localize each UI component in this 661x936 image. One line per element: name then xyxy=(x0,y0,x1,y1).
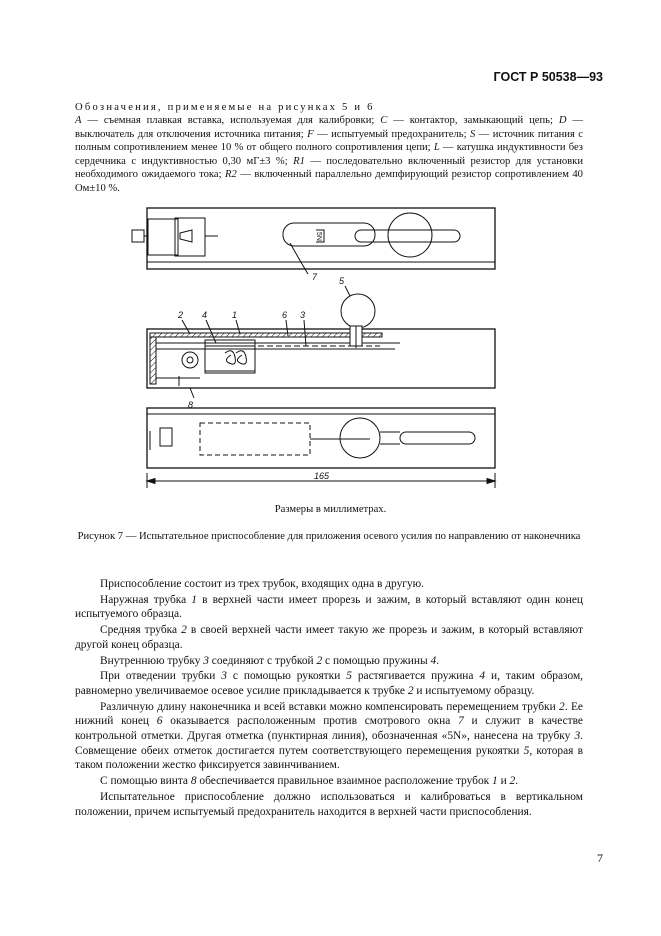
label-6: 6 xyxy=(282,310,288,320)
text-run: Различную длину наконечника и всей вставки можно компенсировать перемещением трубки xyxy=(100,700,560,713)
part-reference: 3 xyxy=(574,730,581,743)
text-run: . Совмещение обеих отметок достигается путем соответствующего перемещения рукоятки xyxy=(75,730,583,757)
label-5: 5 xyxy=(339,276,345,286)
part-reference: 6 xyxy=(156,715,163,728)
text-run: и испытуемому образцу. xyxy=(413,684,535,697)
text-run: и xyxy=(497,775,510,788)
paragraph xyxy=(75,700,583,774)
paragraph xyxy=(75,623,583,652)
dimension-165: 165 xyxy=(314,471,330,481)
part-reference: 1 xyxy=(191,593,197,606)
paragraph xyxy=(75,654,583,669)
text-run: Внутреннюю трубку xyxy=(100,654,204,667)
text-run: в верхней части имеет прорезь и зажим, в который вставляют один конец испытуемого образца. xyxy=(75,593,583,621)
legend-description: — контактор, замыкающий цепь; xyxy=(387,115,559,126)
figure-caption: Рисунок 7 — Испытательное приспособление для приложения осевого усилия по направлению от наконечника xyxy=(77,531,581,542)
part-reference: 5 xyxy=(346,670,352,683)
paragraph xyxy=(75,577,583,592)
legend-description: — последовательно включенный резистор для установки необходимого ожидаемого тока; xyxy=(75,155,583,181)
legend-description: — съемная плавкая вставка, используемая для калибровки; xyxy=(81,115,381,126)
text-run: и служит в качестве контрольной отметки. Другая отметка (пунктирная линия), обозначенная «5N», нанесена на трубку xyxy=(75,715,583,743)
paragraph xyxy=(75,774,583,789)
legend-symbol: S xyxy=(469,128,476,140)
text-run: с помощью пружины xyxy=(322,654,431,667)
text-run: оказывается расположенным против смотрового окна xyxy=(162,715,459,728)
text-run: . Ее нижний конец xyxy=(75,700,583,728)
legend-description: — источник питания с полным сопротивлением менее 10 % от общего полного сопротивления цепи; xyxy=(75,128,583,154)
text-run: С помощью винта xyxy=(100,775,191,788)
part-reference: 1 xyxy=(492,775,498,788)
paragraph xyxy=(75,593,583,622)
part-reference: 2 xyxy=(407,684,414,697)
legend-title xyxy=(75,101,583,115)
part-reference: 2 xyxy=(181,624,187,637)
text-run: . xyxy=(515,775,519,788)
middle-view xyxy=(147,286,495,398)
body-text xyxy=(75,577,583,820)
label-2: 2 xyxy=(178,310,184,320)
label-8: 8 xyxy=(188,400,194,410)
label-3: 3 xyxy=(300,310,306,320)
text-run: Приспособление состоит из трех трубок, входящих одна в другую. xyxy=(100,578,425,590)
legend-symbol: R2 xyxy=(225,169,237,181)
legend-symbol: D xyxy=(558,115,567,126)
label-7: 7 xyxy=(312,272,318,282)
document-header: ГОСТ Р 50538—93 xyxy=(493,70,603,84)
mark-5n: 5N xyxy=(315,232,322,241)
text-run: с помощью рукоятки xyxy=(227,670,347,683)
text-run: , которая в таком положении жестко фиксируется завинчиванием. xyxy=(75,744,583,772)
part-reference: 4 xyxy=(479,670,486,683)
text-run: обеспечивается правильное взаимное расположение трубок xyxy=(196,775,493,788)
dimensions-note: Размеры в миллиметрах. xyxy=(274,504,387,515)
page-number: 7 xyxy=(597,851,603,865)
top-view xyxy=(132,208,495,274)
legend-symbol: F xyxy=(307,128,314,140)
legend-description: — включенный параллельно демпфирующий резистор сопротивлением 40 Ом±10 %. xyxy=(75,169,583,194)
label-4: 4 xyxy=(202,310,208,320)
label-1: 1 xyxy=(232,310,238,320)
part-reference: 2 xyxy=(559,700,565,713)
legend-symbol: A xyxy=(75,115,82,126)
text-run: Испытательное приспособление должно использоваться и калиброваться в вертикальном положении, причем испытуемый предохранитель находится в верхней части приспособления. xyxy=(75,790,583,818)
paragraph xyxy=(75,669,583,698)
legend-symbol: C xyxy=(380,115,388,126)
part-reference: 3 xyxy=(203,654,209,667)
text-run: и, таким образом, равномерно увеличиваемое осевое усилие прикладывается к трубке xyxy=(75,670,583,697)
legend-text xyxy=(75,114,583,196)
legend-description: — испытуемый предохранитель; xyxy=(313,128,470,140)
legend-description: — выключатель для отключения источника питания; xyxy=(75,115,584,140)
legend-description: — катушка индуктивности без сердечника с индуктивностью 0,30 мГ±3 %; xyxy=(75,142,583,167)
text-run: растягивается пружина xyxy=(351,670,480,683)
legend-symbol: L xyxy=(433,142,440,154)
part-reference: 5 xyxy=(523,744,530,757)
text-run: . xyxy=(436,654,440,667)
part-reference: 2 xyxy=(316,654,323,667)
part-reference: 7 xyxy=(458,715,464,728)
paragraph xyxy=(75,790,583,819)
legend-symbol: R1 xyxy=(293,155,305,167)
text-run: Наружная трубка xyxy=(100,593,192,606)
legend-title-text: Обозначения, применяемые на рисунках 5 и 6 xyxy=(75,102,375,113)
part-reference: 8 xyxy=(190,775,197,788)
text-run: При отведении трубки xyxy=(100,670,222,683)
figure-7-drawing xyxy=(110,198,500,498)
text-run: соединяют с трубкой xyxy=(208,654,317,667)
part-reference: 2 xyxy=(509,775,516,788)
part-reference: 3 xyxy=(221,670,227,683)
text-run: в своей верхней части имеет такую же прорезь и зажим, в который вставляют другой конец образца. xyxy=(75,624,583,651)
part-reference: 4 xyxy=(430,654,437,667)
text-run: Средняя трубка xyxy=(100,624,182,637)
